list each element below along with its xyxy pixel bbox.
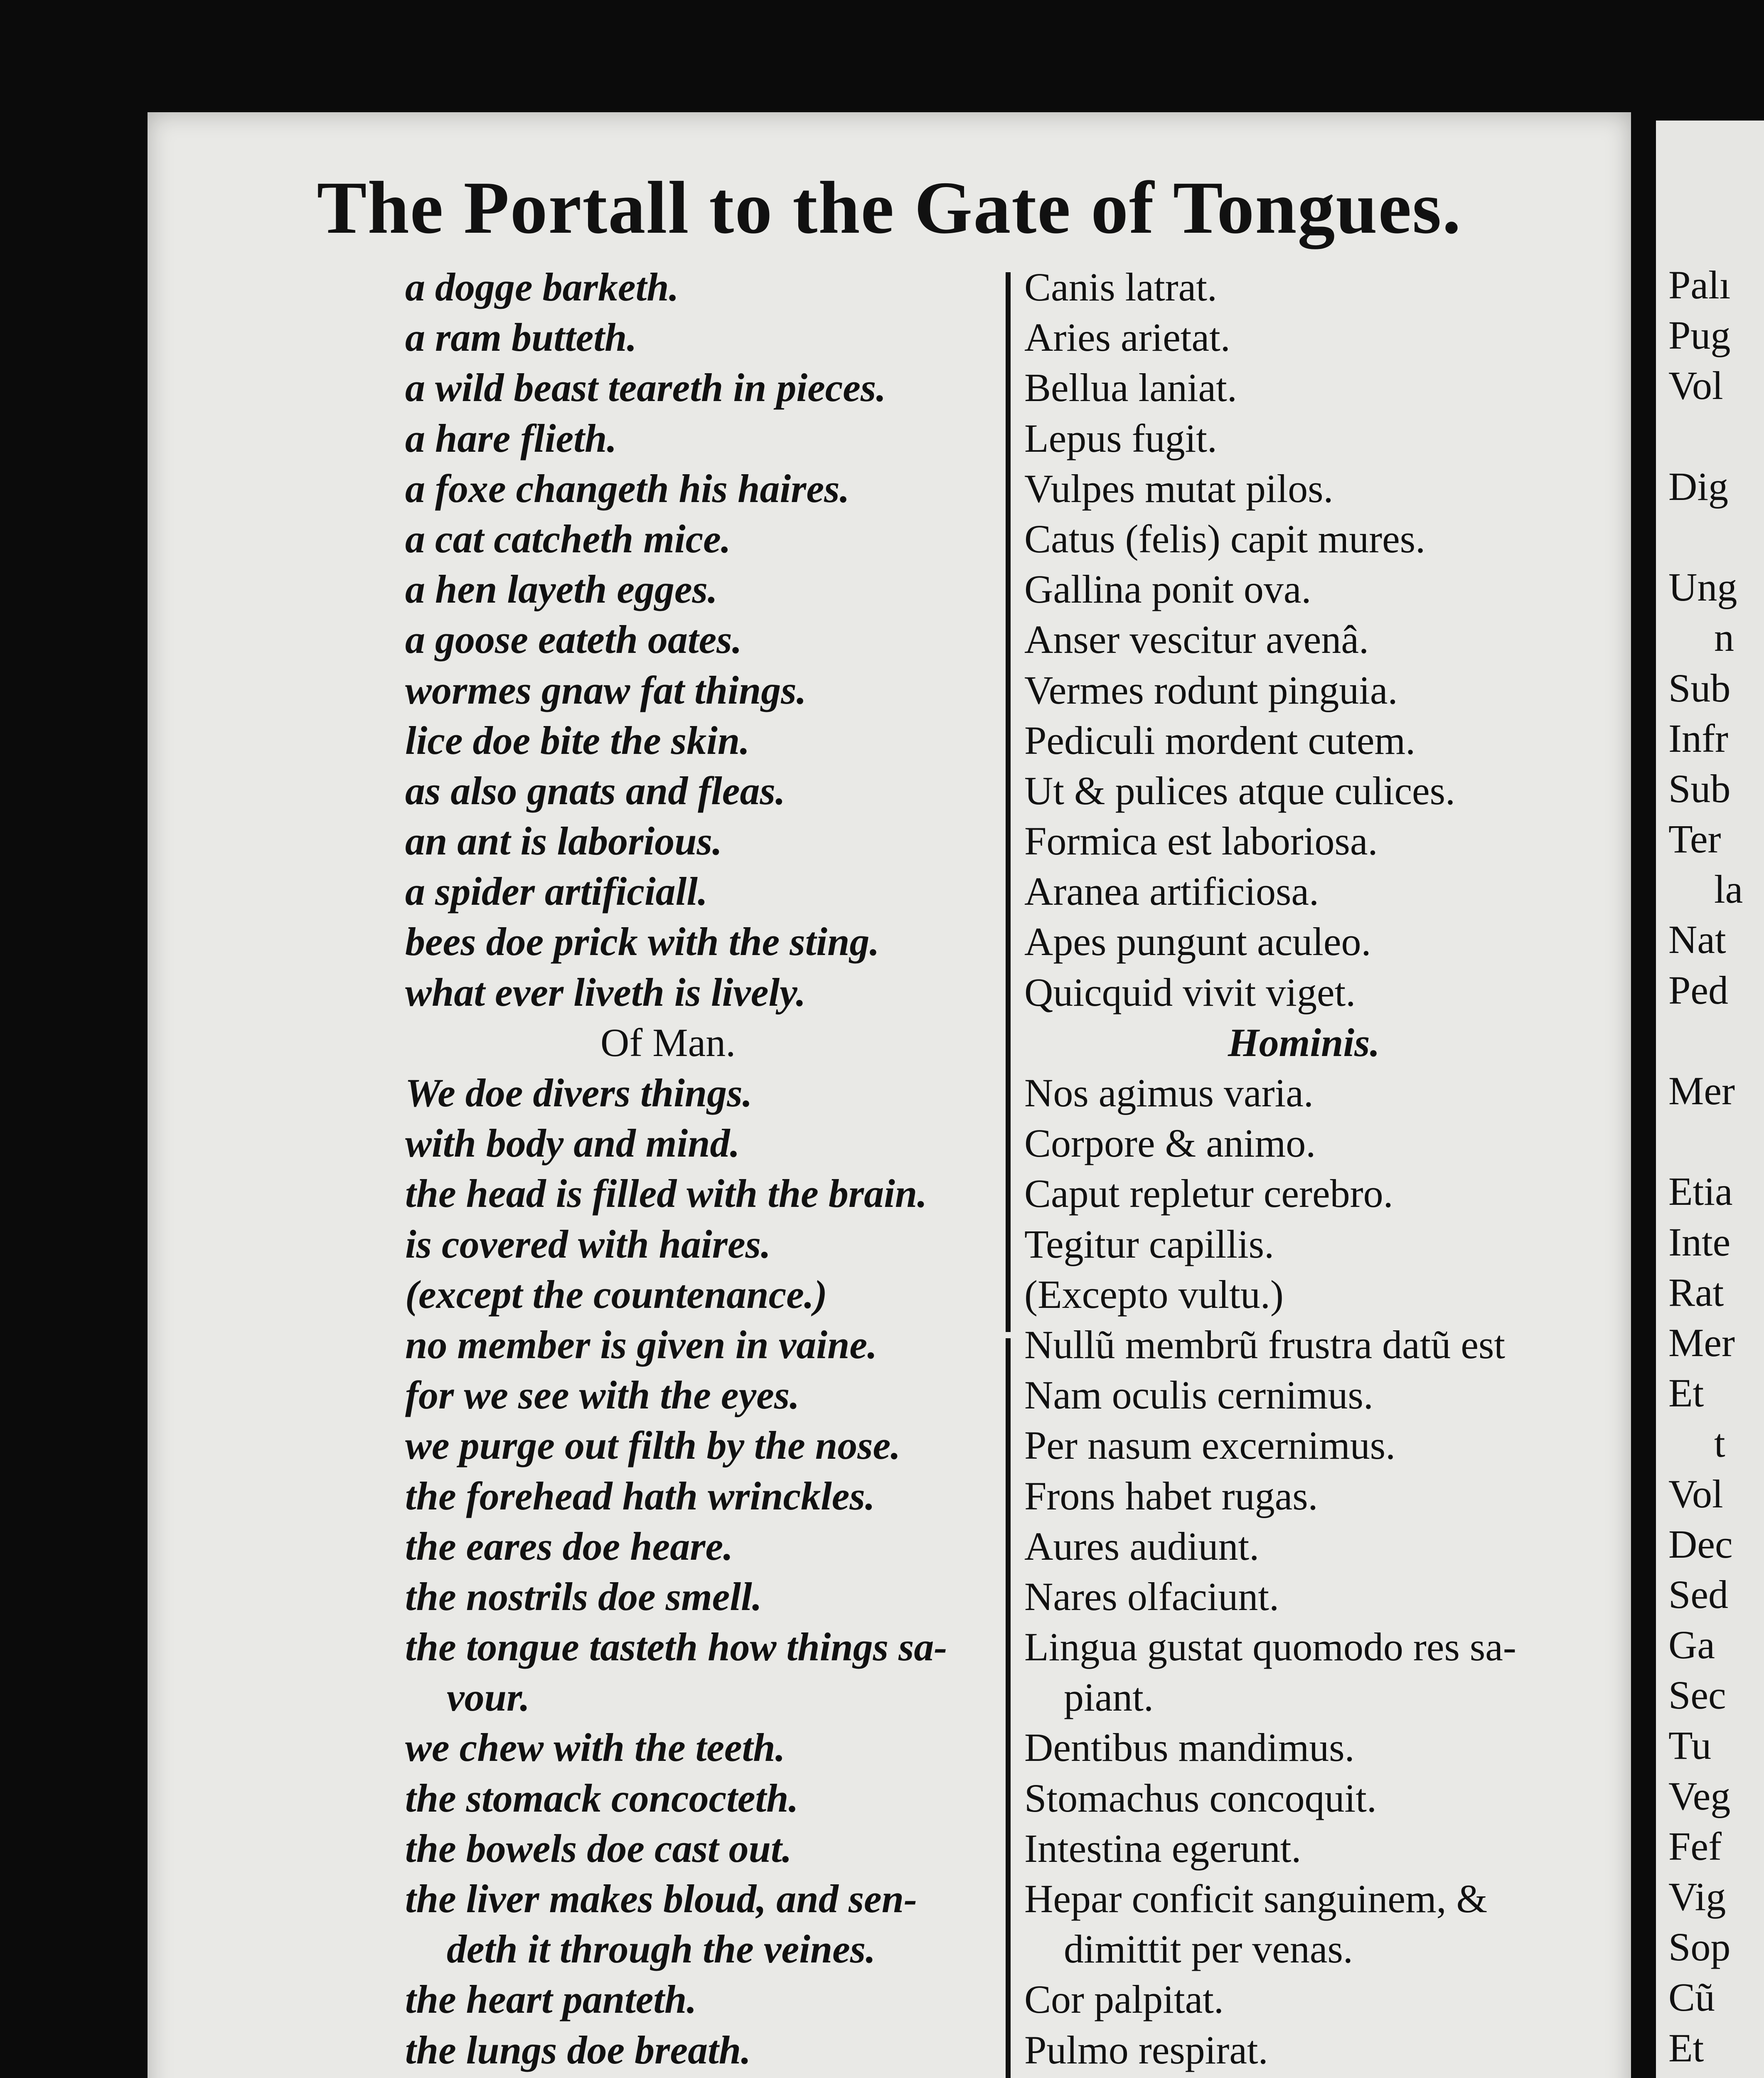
english-line: a goose eateth oates.	[405, 617, 742, 662]
next-page-fragment: Ped	[1668, 968, 1728, 1012]
english-line: for we see with the eyes.	[405, 1373, 800, 1418]
latin-line: Frons habet rugas.	[1024, 1473, 1318, 1518]
next-page-fragment: Et	[1668, 1371, 1704, 1416]
next-page-fragment: Dig	[1668, 464, 1728, 509]
english-line: the tongue tasteth how things sa-	[405, 1625, 947, 1669]
latin-line: Vulpes mutat pilos.	[1024, 466, 1333, 511]
english-line: deth it through the veines.	[447, 1927, 876, 1972]
latin-line: dimittit per venas.	[1064, 1927, 1353, 1972]
next-page-fragment: Pug	[1668, 313, 1731, 358]
english-line: we chew with the teeth.	[405, 1725, 785, 1770]
next-page-fragment: Inte	[1668, 1219, 1731, 1264]
latin-line: Nullũ membrũ frustra datũ est	[1024, 1322, 1506, 1367]
english-line: (except the countenance.)	[405, 1272, 827, 1317]
next-page-fragment: Sed	[1668, 1572, 1728, 1617]
english-line: we purge out filth by the nose.	[405, 1423, 901, 1468]
latin-line	[1024, 2075, 1602, 2078]
english-line	[405, 2075, 1132, 2078]
english-line: no member is given in vaine.	[405, 1322, 877, 1367]
english-line: a spider artificiall.	[405, 869, 708, 914]
next-page-fragment: Cũ	[1668, 1975, 1715, 2020]
latin-line: Tegitur capillis.	[1024, 1221, 1274, 1266]
next-page-fragment: Ung	[1668, 565, 1737, 610]
next-page-fragment: Dec	[1668, 1522, 1733, 1566]
latin-line: Aures audiunt.	[1024, 1524, 1260, 1568]
next-page-fragment: Sop	[1668, 1925, 1731, 1970]
english-heading: Of Man.	[600, 1020, 736, 1065]
latin-line: Catus (felis) capit mures.	[1024, 516, 1426, 561]
english-line: wormes gnaw fat things.	[405, 667, 807, 712]
next-page-fragment: Mer	[1668, 1069, 1735, 1113]
latin-line: Lepus fugit.	[1024, 416, 1217, 460]
next-page-fragment	[1668, 411, 1743, 461]
english-line: a hare flieth.	[405, 416, 617, 460]
latin-line: Caput repletur cerebro.	[1024, 1171, 1393, 1216]
latin-heading: Hominis.	[1228, 1020, 1380, 1065]
latin-line: Ut & pulices atque culices.	[1024, 768, 1456, 813]
page-title: The Portall to the Gate of Tongues.	[317, 166, 1462, 249]
next-page-fragment: Rat	[1668, 1270, 1724, 1315]
english-column	[405, 262, 1132, 2078]
latin-line: (Excepto vultu.)	[1024, 1272, 1284, 1317]
english-line: lice doe bite the skin.	[405, 718, 750, 763]
next-page-fragment: Sub	[1668, 665, 1731, 710]
next-page-fragment: Veg	[1668, 1773, 1731, 1818]
next-page-fragment	[1668, 2073, 1743, 2078]
latin-line: Hepar conficit sanguinem, &	[1024, 1876, 1488, 1921]
english-line: the stomack concocteth.	[405, 1775, 799, 1820]
latin-line: Pulmo respirat.	[1024, 2027, 1268, 2072]
next-page-fragment: t	[1714, 1421, 1725, 1466]
next-page-fragment: Palı	[1668, 263, 1731, 307]
english-line: a wild beast teareth in pieces.	[405, 365, 886, 410]
latin-line: Formica est laboriosa.	[1024, 819, 1378, 864]
latin-line: Stomachus concoquit.	[1024, 1775, 1377, 1820]
english-line: the eares doe heare.	[405, 1524, 733, 1568]
next-page-edge	[1656, 121, 1764, 2078]
english-line: a ram butteth.	[405, 315, 637, 360]
english-line: the forehead hath wrinckles.	[405, 1473, 875, 1518]
english-line: bees doe prick with the sting.	[405, 919, 880, 964]
latin-line: Nares olfaciunt.	[1024, 1574, 1279, 1619]
latin-line: Dentibus mandimus.	[1024, 1725, 1355, 1770]
english-line: is covered with haires.	[405, 1221, 771, 1266]
next-page-fragment: Infr	[1668, 716, 1728, 761]
next-page-fragment: Sub	[1668, 766, 1731, 811]
latin-line: Per nasum excernimus.	[1024, 1423, 1396, 1468]
latin-column	[1024, 262, 1602, 2078]
english-line: as also gnats and fleas.	[405, 768, 785, 813]
latin-line: Aries arietat.	[1024, 315, 1230, 360]
english-line: a dogge barketh.	[405, 265, 679, 309]
next-page-fragment	[1668, 1015, 1743, 1066]
next-page-fragment	[1668, 512, 1743, 562]
next-page-fragment: Ter	[1668, 817, 1721, 862]
latin-line: piant.	[1064, 1675, 1154, 1720]
latin-line: Bellua laniat.	[1024, 365, 1237, 410]
latin-line: Apes pungunt aculeo.	[1024, 919, 1371, 964]
next-page-fragment: Et	[1668, 2025, 1704, 2070]
latin-line: Anser vescitur avenâ.	[1024, 617, 1369, 662]
english-line: what ever liveth is lively.	[405, 970, 806, 1014]
next-page-fragment: Mer	[1668, 1320, 1735, 1365]
next-page-fragment: Fef	[1668, 1824, 1722, 1869]
next-page-fragment: Nat	[1668, 917, 1726, 962]
next-page-fragment	[1668, 1116, 1743, 1166]
next-page-fragment: Sec	[1668, 1673, 1726, 1718]
english-line: a cat catcheth mice.	[405, 516, 731, 561]
english-line: the heart panteth.	[405, 1977, 697, 2022]
book-page	[148, 112, 1631, 2078]
next-page-fragment: Vig	[1668, 1874, 1726, 1919]
english-line: the bowels doe cast out.	[405, 1826, 792, 1871]
english-line: a hen layeth egges.	[405, 567, 718, 612]
latin-line: Vermes rodunt pinguia.	[1024, 667, 1398, 712]
latin-line: Canis latrat.	[1024, 265, 1217, 309]
english-line: the nostrils doe smell.	[405, 1574, 762, 1619]
latin-line: Corpore & animo.	[1024, 1121, 1316, 1166]
latin-line: Quicquid vivit viget.	[1024, 970, 1356, 1014]
next-page-fragment: la	[1714, 867, 1743, 912]
latin-line: Pediculi mordent cutem.	[1024, 718, 1416, 763]
next-page-fragments	[1668, 260, 1743, 2078]
latin-line: Aranea artificiosa.	[1024, 869, 1319, 914]
english-line: an ant is laborious.	[405, 819, 722, 864]
latin-line: Nam oculis cernimus.	[1024, 1373, 1373, 1418]
english-line: the liver makes bloud, and sen-	[405, 1876, 918, 1921]
latin-line: Gallina ponit ova.	[1024, 567, 1311, 612]
next-page-fragment: Ga	[1668, 1623, 1715, 1667]
next-page-fragment: n	[1714, 615, 1734, 660]
latin-line: Lingua gustat quomodo res sa-	[1024, 1625, 1516, 1669]
english-line: We doe divers things.	[405, 1071, 753, 1115]
english-line: a foxe changeth his haires.	[405, 466, 850, 511]
latin-line: Intestina egerunt.	[1024, 1826, 1301, 1871]
next-page-fragment: Vol	[1668, 363, 1723, 408]
next-page-fragment: Tu	[1668, 1723, 1712, 1768]
latin-line: Nos agimus varia.	[1024, 1071, 1314, 1115]
english-line: vour.	[447, 1675, 530, 1720]
english-line: the head is filled with the brain.	[405, 1171, 928, 1216]
english-line: the lungs doe breath.	[405, 2027, 751, 2072]
latin-line: Cor palpitat.	[1024, 1977, 1224, 2022]
next-page-fragment: Etia	[1668, 1169, 1733, 1214]
next-page-fragment: Vol	[1668, 1471, 1723, 1516]
english-line: with body and mind.	[405, 1121, 740, 1166]
